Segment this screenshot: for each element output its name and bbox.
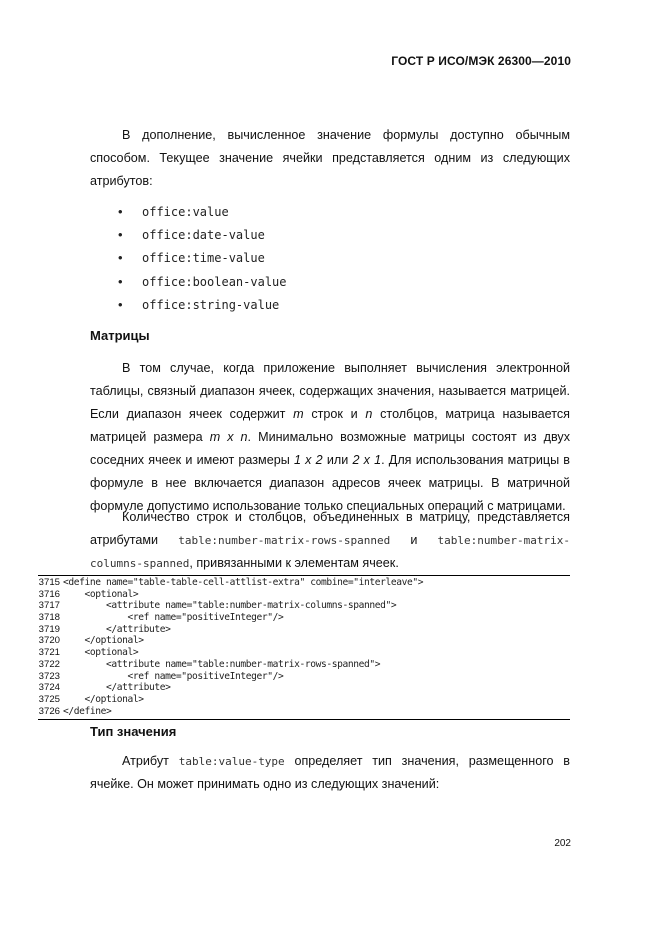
code-text: <attribute name="table:number-matrix-rows-spanned">: [63, 658, 381, 670]
intro-text: В дополнение, вычисленное значение формулы доступно обычным способом. Текущее значение ячейки представляется одним из следующих атрибутов:: [90, 128, 570, 188]
value-type-paragraph: [90, 750, 570, 796]
list-item: [118, 293, 287, 316]
code-text: <define name="table-table-cell-attlist-extra" combine="interleave">: [63, 577, 424, 588]
text-run: В том случае, когда приложение выполняет вычисления электронной таблицы, связный диапазон ячеек, содержащих значения, называется матрицей. Если диапазон ячеек содержит: [90, 361, 570, 421]
page-number: 202: [554, 838, 571, 849]
bullet-icon: •: [118, 296, 123, 312]
code-line: [38, 589, 570, 601]
line-number: 3726: [38, 705, 60, 717]
code-line: [38, 624, 570, 636]
code-text: <optional>: [63, 588, 139, 600]
code-text: <optional>: [63, 647, 139, 659]
code-line: [38, 612, 570, 624]
attribute-columns-spanned: table:number-matrix-columns-spanned: [90, 534, 570, 570]
code-text: </define>: [63, 705, 112, 717]
code-line: [38, 635, 570, 647]
attribute-rows-spanned: table:number-matrix-rows-spanned: [178, 534, 391, 547]
code-text: <ref name="positiveInteger"/>: [63, 670, 284, 682]
matrices-paragraph: [90, 357, 570, 518]
text-run: строк и: [303, 407, 366, 421]
code-line: [38, 671, 570, 683]
matrix-attributes-paragraph: [90, 506, 570, 575]
code-line: [38, 659, 570, 671]
code-text: </optional>: [63, 693, 144, 705]
text-run: Атрибут: [122, 754, 179, 768]
line-number: 3720: [38, 635, 60, 647]
line-number: 3717: [38, 600, 60, 612]
text-run: . Минимально возможные матрицы состоят из двух соседних ячеек и имеют размеры: [90, 430, 570, 467]
intro-paragraph: [90, 124, 570, 193]
code-text: </optional>: [63, 635, 144, 647]
line-number: 3724: [38, 682, 60, 694]
code-line: [38, 694, 570, 706]
variable-n: n: [365, 407, 373, 421]
schema-code-block: [38, 575, 570, 720]
text-run: или: [322, 453, 353, 467]
code-line: [38, 600, 570, 612]
code-line: [38, 577, 570, 589]
document-standard-header: ГОСТ Р ИСО/МЭК 26300—2010: [391, 54, 571, 68]
line-number: 3721: [38, 647, 60, 659]
code-line: [38, 706, 570, 718]
text-run: столбцов, матрица называется матрицей размера: [90, 407, 570, 444]
list-item-text: office:boolean-value: [142, 274, 287, 289]
code-text: <attribute name="table:number-matrix-columns-spanned">: [63, 600, 397, 612]
bullet-icon: •: [118, 250, 123, 266]
line-number: 3725: [38, 693, 60, 705]
line-number: 3722: [38, 658, 60, 670]
list-item: [118, 270, 287, 293]
list-item-text: office:value: [142, 205, 229, 219]
size-2x1: 2 x 1: [352, 453, 382, 467]
size-1x2: 1 x 2: [293, 453, 323, 467]
value-attributes-list: [118, 200, 287, 316]
list-item-text: office:time-value: [142, 251, 265, 266]
bullet-icon: •: [118, 227, 123, 243]
size-m-x-n: m x n: [209, 430, 248, 444]
text-run: и: [390, 533, 438, 547]
attribute-value-type: table:value-type: [178, 755, 285, 768]
line-number: 3723: [38, 670, 60, 682]
line-number: 3719: [38, 623, 60, 635]
bullet-icon: •: [118, 273, 123, 289]
bullet-icon: •: [118, 204, 123, 219]
code-text: <ref name="positiveInteger"/>: [63, 612, 284, 624]
text-run: определяет тип значения, размещенного в ячейке. Он может принимать одно из следующих значений:: [90, 754, 570, 791]
list-item: [118, 200, 287, 223]
code-text: </attribute>: [63, 682, 171, 694]
text-run: . Для использования матрицы в формуле в нее включается диапазон адресов ячеек матрицы. В матричной формуле допустимо использование только специальных операций с матрицами.: [90, 453, 570, 513]
text-run: Количество строк и столбцов, объединенных в матрицу, представляется атрибутами: [90, 510, 570, 547]
section-heading-value-type: Тип значения: [90, 724, 177, 739]
section-heading-matrices: Матрицы: [90, 328, 150, 343]
list-item-text: office:date-value: [142, 228, 265, 243]
line-number: 3718: [38, 612, 60, 624]
code-text: </attribute>: [63, 623, 171, 635]
variable-m: m: [293, 407, 304, 421]
text-run: , привязанными к элементам ячеек.: [189, 556, 399, 570]
code-line: [38, 647, 570, 659]
list-item: [118, 223, 287, 246]
code-line: [38, 682, 570, 694]
line-number: 3716: [38, 588, 60, 600]
line-number: 3715: [38, 577, 60, 588]
list-item-text: office:string-value: [142, 297, 280, 312]
list-item: [118, 246, 287, 269]
